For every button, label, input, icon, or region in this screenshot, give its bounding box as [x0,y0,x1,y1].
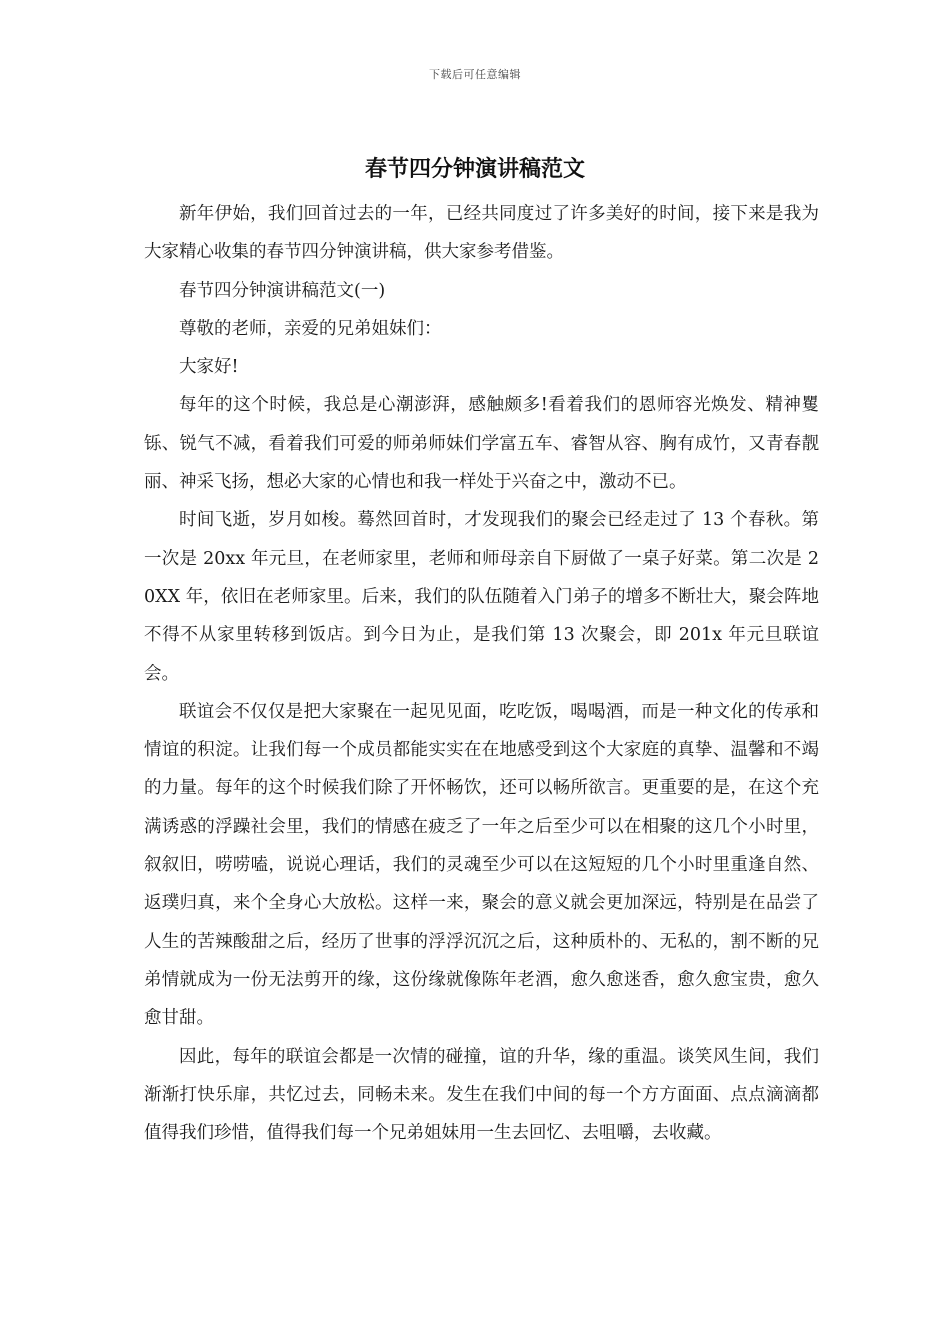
paragraph-salutation: 尊敬的老师，亲爱的兄弟姐妹们： [179,318,442,339]
document-body [144,195,819,1152]
paragraph-intro: 新年伊始，我们回首过去的一年，已经共同度过了许多美好的时间，接下来是我为大家精心收集的春节四分钟演讲稿，供大家参考借鉴。 [144,204,819,263]
paragraph-greeting: 大家好! [179,357,239,378]
paragraph-subtitle: 春节四分钟演讲稿范文(一) [179,280,386,301]
paragraph-body-4: 因此，每年的联谊会都是一次情的碰撞，谊的升华，缘的重温。谈笑风生间，我们渐渐打快乐扉，共忆过去，同畅未来。发生在我们中间的每一个方方面面、点点滴滴都值得我们珍惜，值得我们每一个兄弟姐妹用一生去回忆、去咀嚼，去收藏。 [144,1046,819,1144]
page-header-note: 下载后可任意编辑 [429,68,521,81]
paragraph-body-3: 联谊会不仅仅是把大家聚在一起见见面，吃吃饭，喝喝酒，而是一种文化的传承和情谊的积淀。让我们每一个成员都能实实在在地感受到这个大家庭的真挚、温馨和不竭的力量。每年的这个时候我们除了开怀畅饮，还可以畅所欲言。更重要的是，在这个充满诱惑的浮躁社会里，我们的情感在疲乏了一年之后至少可以在相聚的这几个小时里，叙叙旧，唠唠嗑，说说心理话，我们的灵魂至少可以在这短短的几个小时里重逢自然、返璞归真，来个全身心大放松。这样一来，聚会的意义就会更加深远，特别是在品尝了人生的苦辣酸甜之后，经历了世事的浮浮沉沉之后，这种质朴的、无私的，割不断的兄弟情就成为一份无法剪开的缘，这份缘就像陈年老酒，愈久愈迷香，愈久愈宝贵，愈久愈甘甜。 [144,701,819,1029]
paragraph-body-1: 每年的这个时候，我总是心潮澎湃，感触颇多!看着我们的恩师容光焕发、精神矍铄、锐气不减，看着我们可爱的师弟师妹们学富五车、睿智从容、胸有成竹，又青春靓丽、神采飞扬，想必大家的心情也和我一样处于兴奋之中，激动不已。 [144,395,819,493]
document-title: 春节四分钟演讲稿范文 [364,156,585,182]
paragraph-body-2: 时间飞逝，岁月如梭。蓦然回首时，才发现我们的聚会已经走过了 13 个春秋。第一次是 20xx 年元旦，在老师家里，老师和师母亲自下厨做了一桌子好菜。第二次是 20XX 年，依旧在老师家里。后来，我们的队伍随着入门弟子的增多不断壮大，聚会阵地不得不从家里转移到饭店。到今日为止，是我们第 13 次聚会，即 201x 年元旦联谊会。 [144,510,819,684]
